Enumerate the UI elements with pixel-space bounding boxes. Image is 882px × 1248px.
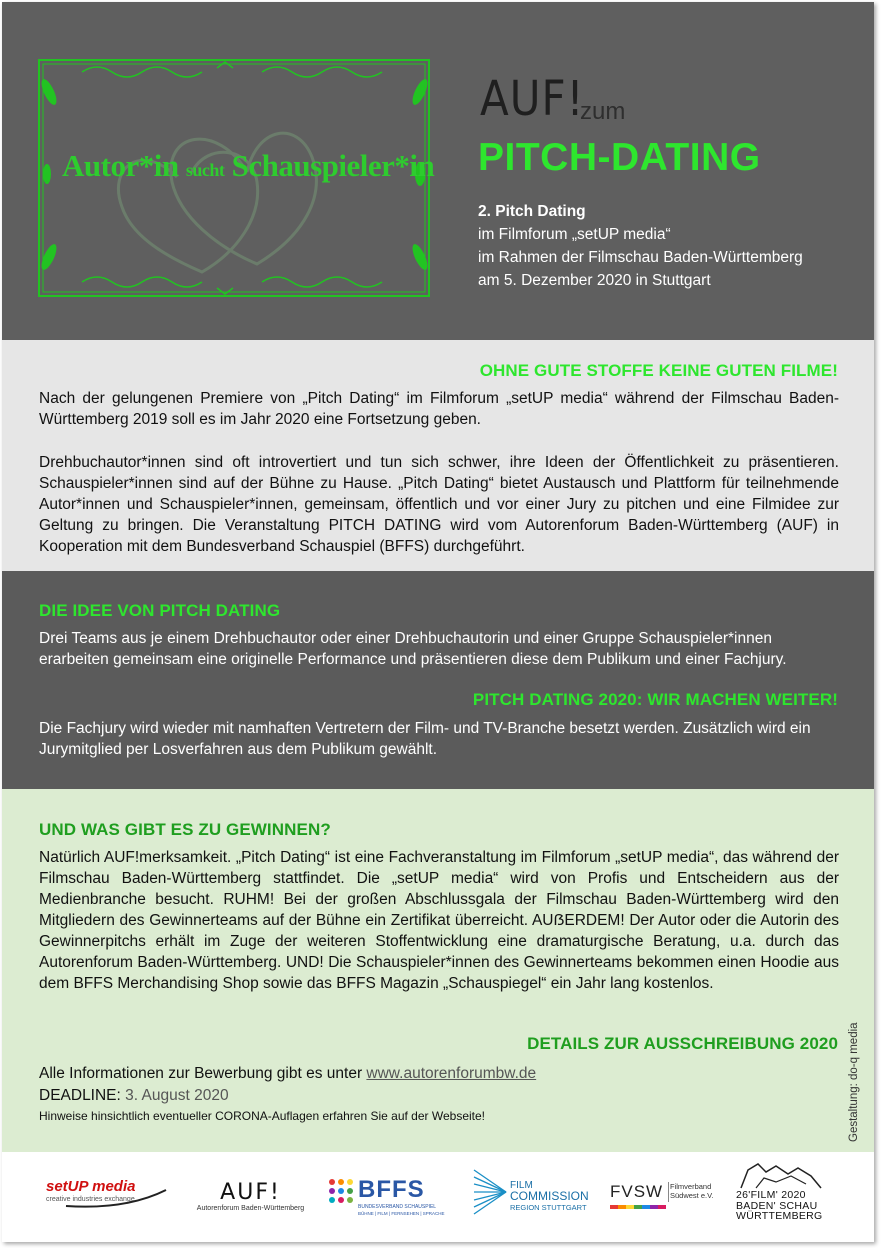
swoosh-icon (46, 1188, 171, 1208)
zum-text: zum (580, 98, 626, 125)
deadline-value: 3. August 2020 (125, 1087, 229, 1104)
fvsw-logo (610, 1182, 720, 1202)
ornament-word-actor: Schauspieler*in (231, 148, 435, 183)
prize-heading: UND WAS GIBT ES ZU GEWINNEN? (39, 820, 331, 839)
fvsw-sub2: Südwest e.V. (670, 1191, 714, 1200)
filmschau-line2: BADEN' SCHAU (736, 1199, 818, 1212)
event-info (478, 200, 803, 292)
prize-section (2, 789, 874, 1152)
ornament-word-sucht: sucht (185, 160, 225, 180)
fvsw-color-bar-icon (610, 1205, 666, 1210)
fvsw-sub1: Filmverband (670, 1182, 712, 1191)
intro-paragraph-1: Nach der gelungenen Premiere von „Pitch Dating“ im Filmforum „setUP media“ während der Filmschau Baden-Württemberg 2019 soll es im Jahr 2020 eine Fortsetzung geben. (39, 390, 839, 428)
fc-line2: COMMISSION (510, 1189, 589, 1203)
fvsw-sub (670, 1182, 714, 1200)
filmschau-line3: WÜRTTEMBERG (736, 1210, 823, 1222)
auf-logo-text: AUF! (480, 70, 585, 127)
bffs-name: BFFS (358, 1176, 425, 1203)
setup-media-logo (46, 1178, 171, 1203)
design-credit: Gestaltung: do-q media (848, 1022, 860, 1142)
intro-paragraph-2: Drehbuchautor*innen sind oft introvertiert und tun sich schwer, ihre Ideen der Öffentlichkeit zu präsentieren. Schauspieler*innen sind auf der Bühne zu Hause. „Pitch Dating“ bietet Austausch und Plattform für teilnehmende Autor*innen und Schauspieler*innen, gemeinsam, öffentlich und vor einer Jury zu pitchen und eine Filmidee zur Geltung zu bringen. Die Veranstaltung PITCH DATING wird vom Autorenforum Baden-Württemberg (AUF) in Kooperation mit dem Bundesverband Schauspiel (BFFS) durchgeführt. (39, 454, 839, 555)
bffs-sub2: BÜHNE | FILM | FERNSEHEN | SPRACHE (358, 1211, 445, 1216)
fc-line3: REGION STUTTGART (510, 1203, 587, 1212)
intro-heading: OHNE GUTE STOFFE KEINE GUTEN FILME! (479, 361, 838, 380)
flyer-page (2, 2, 874, 1242)
auf-logo-name: AUF! (220, 1180, 281, 1205)
intro-section (2, 340, 874, 571)
fvsw-name: FVSW (610, 1182, 669, 1202)
event-venue: im Filmforum „setUP media“ (478, 226, 671, 243)
header-section (2, 2, 874, 340)
idea-paragraph: Drei Teams aus je einem Drehbuchautor oder einer Drehbuchautorin und einer Gruppe Schauspieler*innen erarbeiten gemeinsam eine originelle Performance und präsentieren diese dem Publikum und einer Fachjury. (39, 630, 787, 668)
event-context: im Rahmen der Filmschau Baden-Württemberg (478, 249, 803, 266)
idea-heading: DIE IDEE VON PITCH DATING (39, 601, 281, 620)
details-line (39, 1063, 839, 1084)
film-commission-rays-icon (472, 1168, 508, 1216)
fc-line1: FILM (510, 1180, 533, 1191)
ornament-word-author: Autor*in (62, 148, 179, 183)
auf-logo-sub: Autorenforum Baden-Württemberg (196, 1205, 305, 1212)
filmschau-line1: 26'FILM' 2020 (736, 1189, 806, 1201)
continue-paragraph: Die Fachjury wird wieder mit namhaften Vertretern der Film- und TV-Branche besetzt werden. Zusätzlich wird ein Jurymitglied per Losverfahren aus dem Publikum gewählt. (39, 720, 811, 758)
corona-note: Hinweise hinsichtlich eventueller CORONA-Auflagen erfahren Sie auf der Webseite! (39, 1109, 485, 1123)
page-title: PITCH-DATING (478, 136, 761, 179)
ornament-headline (62, 148, 435, 184)
website-link[interactable]: www.autorenforumbw.de (366, 1065, 537, 1082)
partner-logos (2, 1152, 874, 1242)
auf-logo (188, 1180, 313, 1212)
bffs-dots-icon (328, 1178, 354, 1204)
filmschau-text (736, 1190, 823, 1222)
details-prefix: Alle Informationen zur Bewerbung gibt es unter (39, 1065, 363, 1082)
deadline-label: DEADLINE: (39, 1087, 121, 1104)
event-date: am 5. Dezember 2020 in Stuttgart (478, 272, 711, 289)
film-commission-logo (472, 1168, 602, 1218)
prize-paragraph: Natürlich AUF!merksamkeit. „Pitch Dating“ ist eine Fachveranstaltung im Filmforum „setUP media“, das während der Filmschau Baden-Württemberg stattfindet. Die „setUP media“ wird von Profis und Entscheidern aus der Medienbranche besucht. RUHM! Bei der großen Abschlussgala der Filmschau Baden-Württemberg wird den Mitgliedern des Gewinnerteams auf der Bühne ein Zertifikat überreicht. AUẞERDEM! Der Autor oder die Autorin des Gewinnerpitchs erhält im Zuge der weiteren Stoffentwicklung eine dramaturgische Beratung, u.a. durch das Autorenforum Baden-Württemberg. UND! Die Schauspieler*innen des Gewinnerteams bekommen einen Hoodie aus dem BFFS Merchandising Shop sowie das BFFS Magazin „Schauspiegel“ ein Jahr lang kostenlos. (39, 849, 839, 992)
film-commission-text (510, 1180, 589, 1213)
event-name: 2. Pitch Dating (478, 203, 586, 220)
idea-section (2, 571, 874, 789)
bffs-sub1: BUNDESVERBAND SCHAUSPIEL (358, 1204, 437, 1210)
setup-media-sub: creative industries exchange (46, 1196, 135, 1203)
continue-heading: PITCH DATING 2020: WIR MACHEN WEITER! (472, 690, 838, 709)
filmschau-lion-icon (736, 1160, 826, 1190)
setup-media-name: setUP media (46, 1178, 136, 1195)
filmschau-logo (732, 1160, 832, 1240)
details-heading: DETAILS ZUR AUSSCHREIBUNG 2020 (527, 1034, 838, 1053)
deadline-line (39, 1085, 839, 1106)
